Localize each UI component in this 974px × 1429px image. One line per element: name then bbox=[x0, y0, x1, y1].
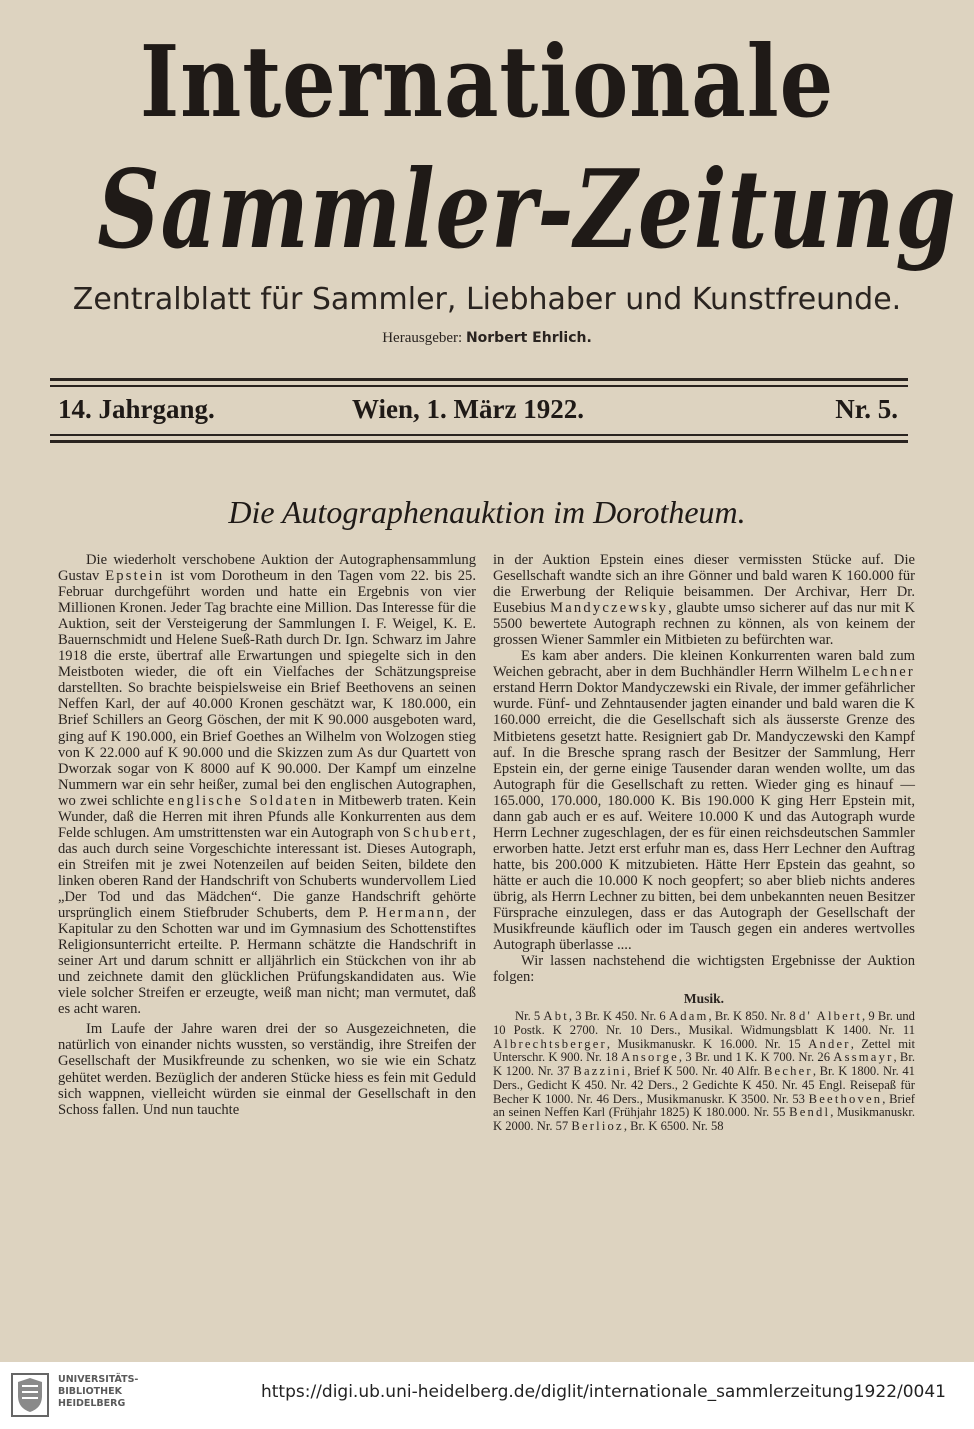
text-run: ist vom Dorotheum in den Tagen vom 22. bis 25. Februar durchgeführt worden und hatte ein Ergebnis von vier Millionen Kronen. Jeder Tag brachte eine Million. Das Interesse für die Auktion, seit der Versteigerung der Sammlungen I. F. Weigel, K. E. Bauernschmidt und Helene Sueß-Rath durch Dr. Ign. Schwarz im Jahre 1918 die erste, übertraf alle Erwartungen und spiegelte sich in den Meistboten wieder, die oft ein Vielfaches der Schätzungspreise darstellten. So brachte beispielsweise ein Brief Beethovens an seinen Neffen Karl, der auf 40.000 Kronen geschätzt war, K 180.000, ein Brief Schillers an Georg Göschen, der mit K 90.000 ausgeboten ward, ging auf K 190.000, ein Brief Goethes an Wilhelm von Wolzogen stieg von K 22.000 auf K 90.000 und die Skizzen zum As dur Quartett von Dworzak sogar von K 8000 auf K 90.000. Der Kampf um einzelne Nummern war ein sehr heißer, zumal bei den englischen Autographen, wo zwei schlichte bbox=[58, 568, 476, 809]
text-run: , 9 Br. und 10 Postk. K 2700. Nr. 10 Ders., Musikal. Widmungsblatt K 1400. Nr. 11 bbox=[493, 1009, 915, 1038]
text-run: , Musikmanuskr. K 16.000. Nr. 15 bbox=[606, 1036, 809, 1051]
viewer-footer bbox=[0, 1362, 974, 1429]
text-run: , 3 Br. K 450. Nr. 6 bbox=[568, 1009, 669, 1024]
paragraph bbox=[493, 648, 915, 953]
spaced-name: Adam bbox=[668, 1009, 709, 1024]
spaced-name: Becher bbox=[763, 1064, 813, 1079]
text-run: in der Auktion Epstein eines dieser vermissten Stücke auf. Die Gesellschaft wandte sich an ihre Gönner und bald waren K 160.000 für die Erwerbung der Reliquie beisammen. Der Archivar, Herr Dr. Eusebius bbox=[493, 552, 915, 617]
section-heading-music: Musik. bbox=[683, 991, 725, 1007]
divider-top-thick bbox=[50, 378, 908, 381]
text-run: Es kam aber anders. Die kleinen Konkurrenten waren bald zum Weichen gebracht, aber in dem Buchhändler Herrn Wilhelm bbox=[493, 648, 915, 681]
issue-place-date: Wien, 1. März 1922. bbox=[352, 394, 584, 424]
publisher-line bbox=[0, 330, 974, 347]
text-run: , Zettel mit Unterschr. K 900. Nr. 18 bbox=[493, 1036, 915, 1065]
spaced-name: Ansorge bbox=[621, 1050, 679, 1065]
text-run: , das auch durch seine Vorgeschichte interessant ist. Dieses Autograph, ein Streifen mit je zwei Notenzeilen auf beiden Seiten, bildete den linken oberen Rand der Handschrift von Schuberts wundervollem Lied „Der Tod und das Mädchen“. Die ganze Handschrift gehörte ursprünglich einem Stiefbruder Schuberts, dem P. bbox=[58, 824, 476, 922]
divider-bottom-thin bbox=[50, 434, 908, 436]
text-run: , Br. K 1200. Nr. 37 bbox=[493, 1050, 915, 1079]
text-run: , Brief an seinen Neffen Karl (Frühjahr 1825) K 180.000. Nr. 55 bbox=[493, 1091, 915, 1120]
spaced-name: Abt bbox=[543, 1009, 569, 1024]
text-run: Die wiederholt verschobene Auktion der Autographensammlung Gustav bbox=[58, 552, 476, 585]
spaced-name: Hermann bbox=[376, 905, 446, 922]
text-run: , Musikmanuskr. K 2000. Nr. 57 bbox=[493, 1105, 915, 1133]
library-name bbox=[58, 1374, 138, 1410]
text-run: , 3 Br. und 1 K. K 700. Nr. 26 bbox=[678, 1050, 834, 1065]
masthead-line-1: Internationale bbox=[139, 25, 835, 140]
spaced-name: Assmayr bbox=[833, 1050, 894, 1065]
spaced-name: Mandyczewsky bbox=[550, 600, 669, 617]
spaced-name: englische Soldaten bbox=[168, 792, 319, 809]
article-column-left bbox=[58, 552, 476, 1118]
text-run: erstand Herrn Doktor Mandyczewski ein Rivale, der immer gefährlicher wurde. Fünf- und Zehntausender jagten einander und bald waren die K 160.000 erreicht, die die Gesellschaft sich als äusserste Grenze des Mitbietens gesetzt hatte. Resigniert gab Dr. Mandyczewski den Kampf auf. In die Bresche sprang rasch der Besitzer der Sammlung, Herr Epstein ein, der gerne einige Tausender daran wenden wollte, um das Autograph für die Gesellschaft zu retten. Wieder ging es hinauf — 165.000, 170.000, 180.000 K. Bis 190.000 K ging Herr Epstein mit, dann gab auch er es auf. Weitere 10.000 K und das Autograph wurde Herrn Lechner zugeschlagen, der es für einen reichsdeutschen Sammler erworben hatte. Jetzt erst erfuhr man es, dass Herr Lechner den Auftrag hatte, bis 200.000 K mitzubieten. Hätte Herr Epstein das geahnt, so hätte er auch die 10.000 K noch geopfert; so aber blieb nichts anderes übrig, als Herrn Lechner zu bitten, bei dem unbekannten neuen Besitzer Fürsprache einzulegen, dass er das Autograph der Gesellschaft der Musikfreunde käuflich oder im Tausch gegen ein anderes wertvolles Autograph überlasse .... bbox=[493, 680, 915, 954]
text-run: , Br. K 1800. Nr. 41 Ders., Gedicht K 450. Nr. 42 Ders., 2 Gedichte K 450. Nr. 45 Engl. Reisepaß für Becher K 1000. Nr. 46 Ders., Musikmanuskr. K 3500. Nr. 53 bbox=[493, 1064, 915, 1106]
library-seal-icon bbox=[10, 1372, 50, 1418]
divider-bottom-thick bbox=[50, 440, 908, 443]
divider-top-thin bbox=[50, 385, 908, 387]
spaced-name: Albrechtsberger bbox=[493, 1036, 607, 1051]
issue-volume: 14. Jahrgang. bbox=[58, 394, 215, 424]
article-column-right bbox=[493, 552, 915, 1134]
text-run: , Brief K 500. Nr. 40 Alfr. bbox=[627, 1064, 764, 1079]
text-run: , Br. K 850. Nr. 8 bbox=[708, 1009, 799, 1024]
article-title: Die Autographenauktion im Dorotheum. bbox=[228, 494, 746, 530]
masthead-line-2: Sammler-Zeitung bbox=[97, 147, 957, 273]
spaced-name: Lechner bbox=[851, 664, 915, 681]
text-run: , glaubte umso sicherer auf das nur mit K 5500 bewertete Autograph rechnen zu können, als von keinem der grossen Wiener Sammler ein Mitbieten zu befürchten war. bbox=[493, 600, 915, 649]
masthead-subtitle: Zentralblatt für Sammler, Liebhaber und Kunstfreunde. bbox=[72, 282, 902, 317]
spaced-name: Ander bbox=[808, 1036, 851, 1051]
publisher-label: Herausgeber: bbox=[382, 330, 463, 346]
spaced-name: d' Albert bbox=[798, 1009, 863, 1024]
source-url-link[interactable]: https://digi.ub.uni-heidelberg.de/diglit/internationale_sammlerzeitung1922/0041 bbox=[260, 1382, 946, 1402]
issue-number: Nr. 5. bbox=[835, 394, 898, 424]
spaced-name: Berlioz bbox=[571, 1118, 624, 1133]
publisher-name: Norbert Ehrlich. bbox=[465, 330, 592, 346]
text-run: , der Kapitular zu den Schotten war und im Gymnasium des Schottenstiftes Religionsunterricht erteilte. P. Hermann schätzte die Handschrift in seiner Art und darum schnitt er alljährlich ein Stückchen von ihr ab und zeichnete damit den glücklichen Prüfungskandidaten aus. Wie viele solcher Streifen er erzeugte, weiß man nicht; man vermutet, daß es acht waren. bbox=[58, 905, 476, 1018]
paragraph: Wir lassen nachstehend die wichtigsten Ergebnisse der Auktion folgen: bbox=[493, 953, 915, 986]
library-name-line: UNIVERSITÄTS- bbox=[58, 1374, 139, 1385]
auction-results-paragraph bbox=[493, 1010, 915, 1133]
paragraph: Im Laufe der Jahre waren drei der so Ausgezeichneten, die natürlich von einander nichts wussten, so verständig, ihre Streifen der Gesellschaft der Musikfreunde zu schenken, wo sie wie ein Schatz gehütet werden. Bezüglich der anderen Stücke hiess es fein mit Geduld sich wappnen, vielleicht würden sie einmal der Gesellschaft in den Schoss fallen. Und nun tauchte bbox=[58, 1021, 476, 1118]
library-name-line: BIBLIOTHEK bbox=[58, 1386, 122, 1397]
spaced-name: Bendl bbox=[789, 1105, 831, 1120]
paragraph bbox=[58, 552, 476, 1017]
library-name-line: HEIDELBERG bbox=[58, 1398, 126, 1409]
spaced-name: Epstein bbox=[105, 568, 165, 585]
spaced-name: Bazzini bbox=[573, 1064, 628, 1079]
spaced-name: Beethoven bbox=[808, 1091, 883, 1106]
paragraph bbox=[493, 552, 915, 648]
text-run: in Mitbewerb traten. Kein Wunder, daß die Herren mit ihren Pfunds alle Konkurrenten aus dem Felde schlugen. Am umstrittensten war ein Autograph von bbox=[58, 792, 477, 841]
text-run: , Br. K 6500. Nr. 58 bbox=[623, 1118, 724, 1133]
text-run: Nr. 5 bbox=[515, 1009, 544, 1024]
spaced-name: Schubert bbox=[402, 824, 473, 841]
